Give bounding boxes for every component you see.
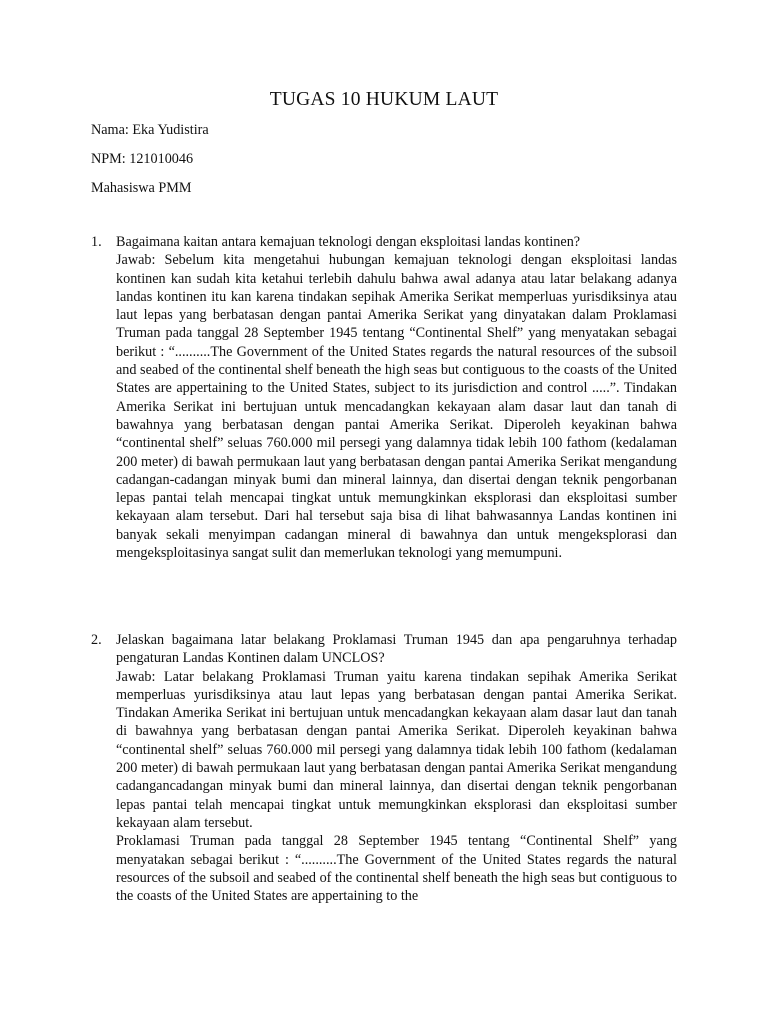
question-1 bbox=[91, 233, 677, 562]
document-title: TUGAS 10 HUKUM LAUT bbox=[269, 89, 499, 110]
question-number: 2. bbox=[91, 632, 102, 648]
answer-text: Jawab: Latar belakang Proklamasi Truman yaitu karena tindakan sepihak Amerika Serikat memperluas yurisdiksinya atau laut lepas yang berbatasan dengan pantai Amerika Serikat. Tindakan Amerika Serikat ini bertujuan untuk mencadangkan kekayaan alam dasar laut dan tanah di bawahnya yang berbatasan dengan pantai Amerika Serikat. Diperoleh keyakinan bahwa “continental shelf” seluas 760.000 mil persegi yang dalamnya tidak lebih 100 fathom (kedalaman 200 meter) di bawah permukaan laut yang berbatasan dengan pantai Amerika Serikat mengandung cadangancadangan minyak bumi dan mineral lainnya, dan disertai dengan teknik pengorbanan lepas pantai telah mencapai tingkat untuk memungkinkan eksplorasi dan eksploitasi sumber kekayaan alam tersebut. bbox=[116, 668, 677, 831]
student-name: Nama: Eka Yudistira bbox=[91, 122, 209, 138]
question-2 bbox=[91, 631, 677, 905]
student-npm: NPM: 121010046 bbox=[91, 151, 194, 167]
question-number: 1. bbox=[91, 234, 102, 250]
answer-text-continued: Proklamasi Truman pada tanggal 28 September 1945 tentang “Continental Shelf” yang menyatakan sebagai berikut : “..........The Government of the United States regards the natural resources of the subsoil and seabed of the continental shelf beneath the high seas but contiguous to the coasts of the United States are appertaining to the bbox=[116, 833, 677, 905]
answer-text: Jawab: Sebelum kita mengetahui hubungan kemajuan teknologi dengan eksploitasi landas kontinen kan sudah kita ketahui terlebih dahulu bahwa awal adanya atau latar belakang adanya landas kontinen itu kan karena tindakan sepihak Amerika Serikat memperluas yurisdiksinya atau laut lepas yang berbatasan dengan pantai Amerika Serikat yang dinyatakan dalam Proklamasi Truman pada tanggal 28 September 1945 tentang “Continental Shelf” yang menyatakan sebagai berikut : “..........The Government of the United States regards the natural resources of the subsoil and seabed of the continental shelf beneath the high seas but contiguous to the coasts of the United States are appertaining to the United States, subject to its jurisdiction and control .....”. Tindakan Amerika Serikat ini bertujuan untuk mencadangkan kekayaan alam dasar laut dan tanah di bawahnya yang berbatasan dengan pantai Amerika Serikat. Diperoleh keyakinan bahwa “continental shelf” seluas 760.000 mil persegi yang dalamnya tidak lebih 100 fathom (kedalaman 200 meter) di bawah permukaan laut yang berbatasan dengan pantai Amerika Serikat mengandung cadangan-cadangan minyak bumi dan mineral lainnya, dan disertai dengan teknik pengorbanan lepas pantai telah mencapai tingkat untuk memungkinkan eksplorasi dan eksploitasi sumber kekayaan alam tersebut. Dari hal tersebut saja bisa di lihat bahwasannya Landas kontinen ini banyak sekali menyimpan cadangan mineral di bawahnya dan untuk mengeksplorasi dan mengeksploitasinya sangat sulit dan memerlukan teknologi yang memumpuni. bbox=[116, 252, 677, 562]
question-text: Bagaimana kaitan antara kemajuan teknologi dengan eksploitasi landas kontinen? bbox=[116, 234, 581, 250]
student-program: Mahasiswa PMM bbox=[91, 180, 192, 196]
question-text: Jelaskan bagaimana latar belakang Proklamasi Truman 1945 dan apa pengaruhnya terhadap pengaturan Landas Kontinen dalam UNCLOS? bbox=[116, 632, 677, 667]
